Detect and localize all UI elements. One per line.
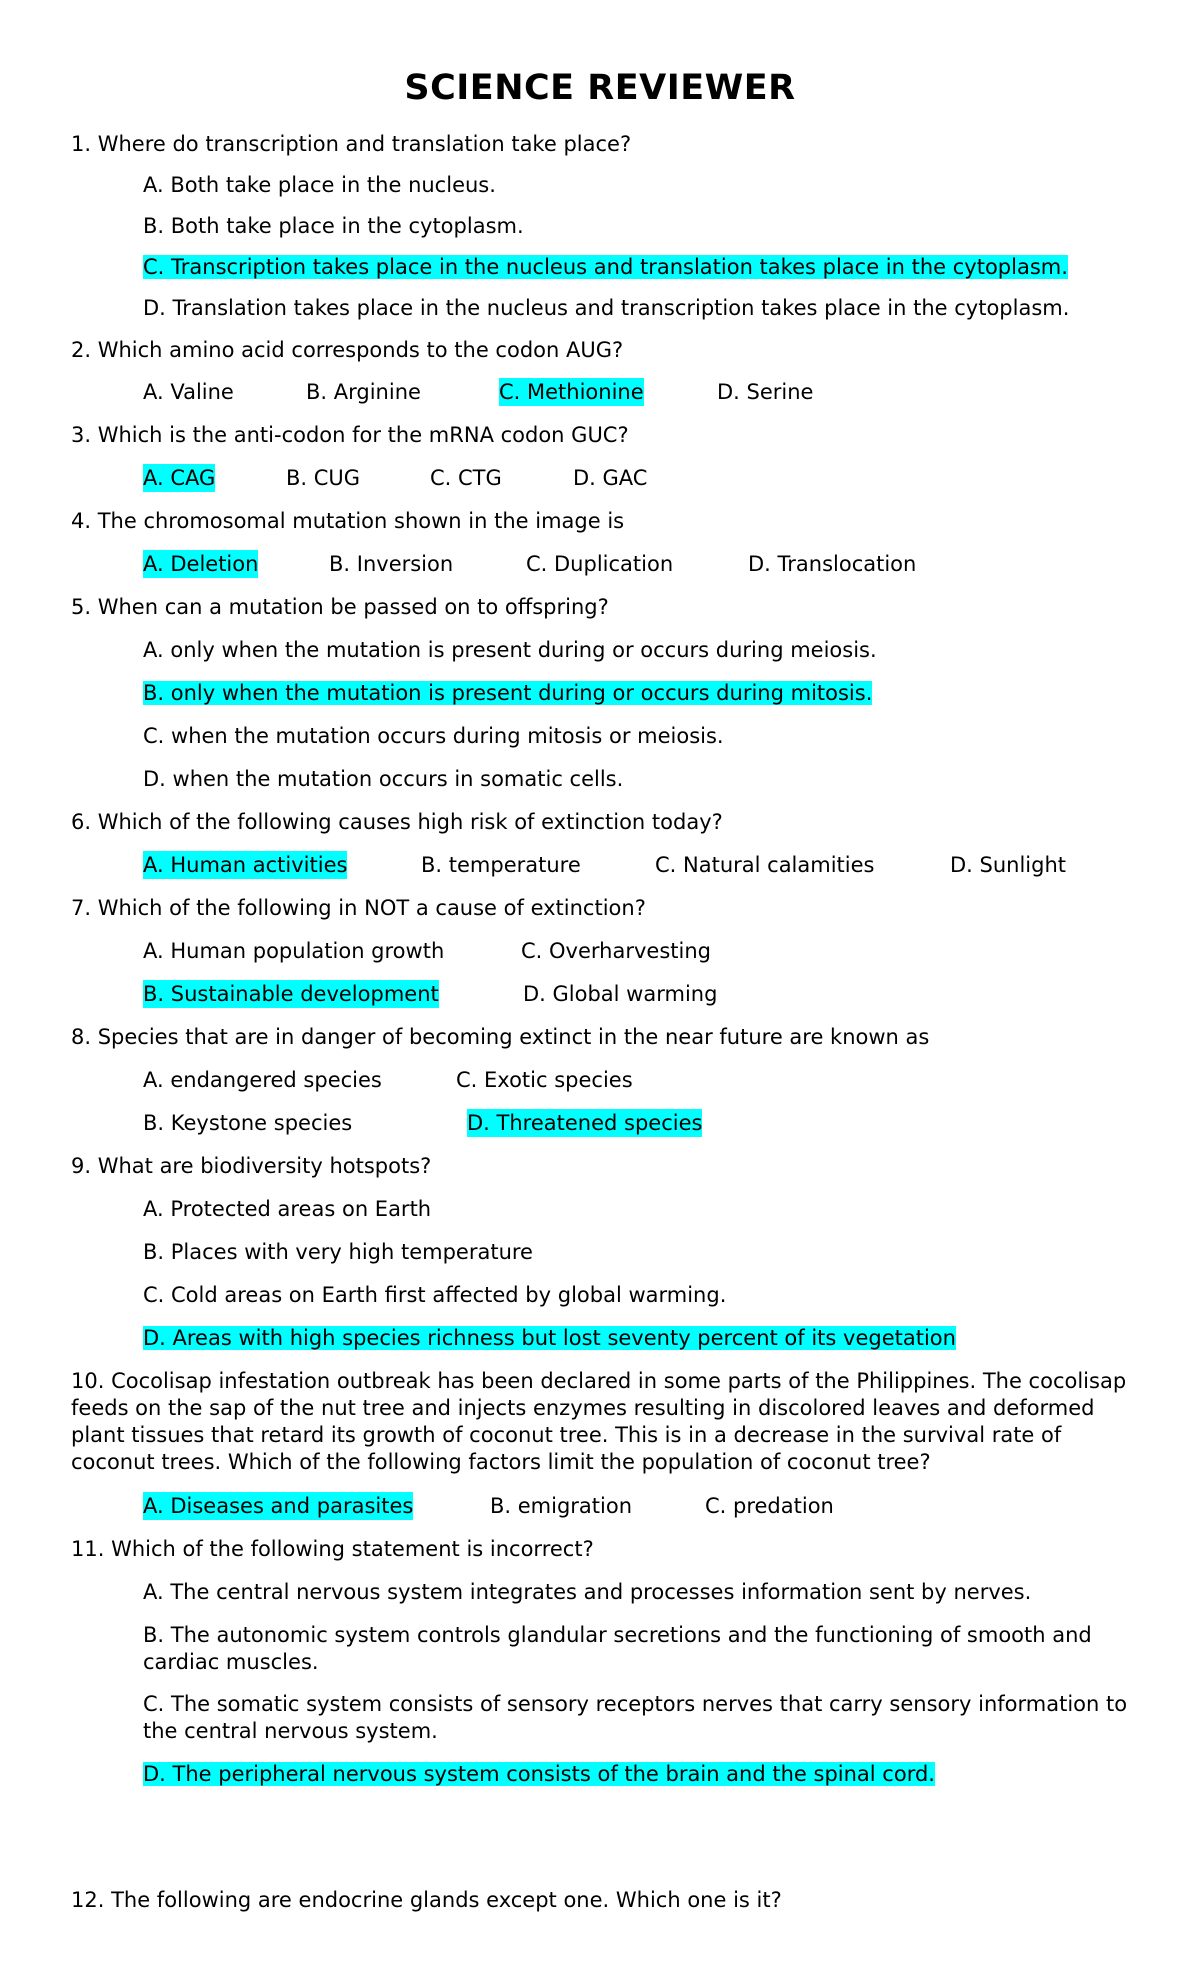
q2-option-c-answer: C. Methionine [499, 380, 644, 404]
question-12: 12. The following are endocrine glands except one. Which one is it? [71, 1888, 782, 1912]
q7-option-c: C. Overharvesting [521, 939, 711, 963]
q6-option-c: C. Natural calamities [655, 853, 875, 877]
q9-option-b: B. Places with very high temperature [143, 1240, 533, 1264]
q9-option-c: C. Cold areas on Earth first affected by global warming. [143, 1283, 727, 1307]
q10-option-a-answer: A. Diseases and parasites [143, 1494, 414, 1518]
q11-option-d-answer: D. The peripheral nervous system consists of the brain and the spinal cord. [143, 1762, 935, 1786]
question-11: 11. Which of the following statement is incorrect? [71, 1537, 594, 1561]
q4-option-d: D. Translocation [748, 552, 917, 576]
q7-option-d: D. Global warming [523, 982, 718, 1006]
question-10: 10. Cocolisap infestation outbreak has been declared in some parts of the Philippines. The cocolisap feeds on the sap of the nut tree and injects enzymes resulting in discolored leaves and deformed plant tissues that retard its growth of coconut tree. This is in a decrease in the survival rate of coconut trees. Which of the following factors limit the population of coconut tree? [71, 1369, 1127, 1474]
q4-option-a-answer: A. Deletion [143, 552, 259, 576]
q1-option-d: D. Translation takes place in the nucleus and transcription takes place in the cytoplasm. [143, 296, 1070, 320]
q3-option-c: C. CTG [430, 466, 502, 490]
q5-option-c: C. when the mutation occurs during mitosis or meiosis. [143, 724, 724, 748]
q8-option-b: B. Keystone species [143, 1111, 353, 1135]
q3-option-b: B. CUG [286, 466, 361, 490]
q2-option-b: B. Arginine [306, 380, 421, 404]
q11-option-a: A. The central nervous system integrates and processes information sent by nerves. [143, 1580, 1032, 1604]
page-title: SCIENCE REVIEWER [404, 68, 796, 108]
question-4: 4. The chromosomal mutation shown in the image is [71, 509, 625, 533]
q5-option-b-answer: B. only when the mutation is present during or occurs during mitosis. [143, 681, 873, 705]
q11-option-c: C. The somatic system consists of sensory receptors nerves that carry sensory information to the central nervous system. [143, 1692, 1128, 1743]
q1-option-a: A. Both take place in the nucleus. [143, 173, 496, 197]
q9-option-d-answer: D. Areas with high species richness but lost seventy percent of its vegetation [143, 1326, 956, 1350]
q6-option-b: B. temperature [421, 853, 581, 877]
q11-option-b: B. The autonomic system controls glandular secretions and the functioning of smooth and cardiac muscles. [143, 1623, 1092, 1674]
q6-option-d: D. Sunlight [950, 853, 1067, 877]
q2-option-a: A. Valine [143, 380, 234, 404]
q10-option-c: C. predation [705, 1494, 834, 1518]
q7-option-a: A. Human population growth [143, 939, 445, 963]
question-1: 1. Where do transcription and translation take place? [71, 132, 632, 156]
q9-option-a: A. Protected areas on Earth [143, 1197, 432, 1221]
question-2: 2. Which amino acid corresponds to the codon AUG? [71, 338, 624, 362]
q5-option-d: D. when the mutation occurs in somatic cells. [143, 767, 624, 791]
question-5: 5. When can a mutation be passed on to offspring? [71, 595, 609, 619]
question-9: 9. What are biodiversity hotspots? [71, 1154, 432, 1178]
q3-option-d: D. GAC [573, 466, 648, 490]
q8-option-a: A. endangered species [143, 1068, 382, 1092]
q10-option-b: B. emigration [490, 1494, 633, 1518]
q4-option-b: B. Inversion [329, 552, 454, 576]
q6-option-a-answer: A. Human activities [143, 853, 348, 877]
q7-option-b-answer: B. Sustainable development [143, 982, 439, 1006]
q2-option-d: D. Serine [717, 380, 814, 404]
q5-option-a: A. only when the mutation is present during or occurs during meiosis. [143, 638, 877, 662]
question-3: 3. Which is the anti-codon for the mRNA codon GUC? [71, 423, 629, 447]
q1-option-b: B. Both take place in the cytoplasm. [143, 214, 524, 238]
q8-option-c: C. Exotic species [456, 1068, 633, 1092]
question-7: 7. Which of the following in NOT a cause of extinction? [71, 896, 646, 920]
q4-option-c: C. Duplication [526, 552, 674, 576]
q3-option-a-answer: A. CAG [143, 466, 216, 490]
q1-option-c-answer: C. Transcription takes place in the nucleus and translation takes place in the cytoplasm. [143, 255, 1068, 279]
q8-option-d-answer: D. Threatened species [467, 1111, 703, 1135]
question-6: 6. Which of the following causes high risk of extinction today? [71, 810, 723, 834]
question-8: 8. Species that are in danger of becoming extinct in the near future are known as [71, 1025, 930, 1049]
